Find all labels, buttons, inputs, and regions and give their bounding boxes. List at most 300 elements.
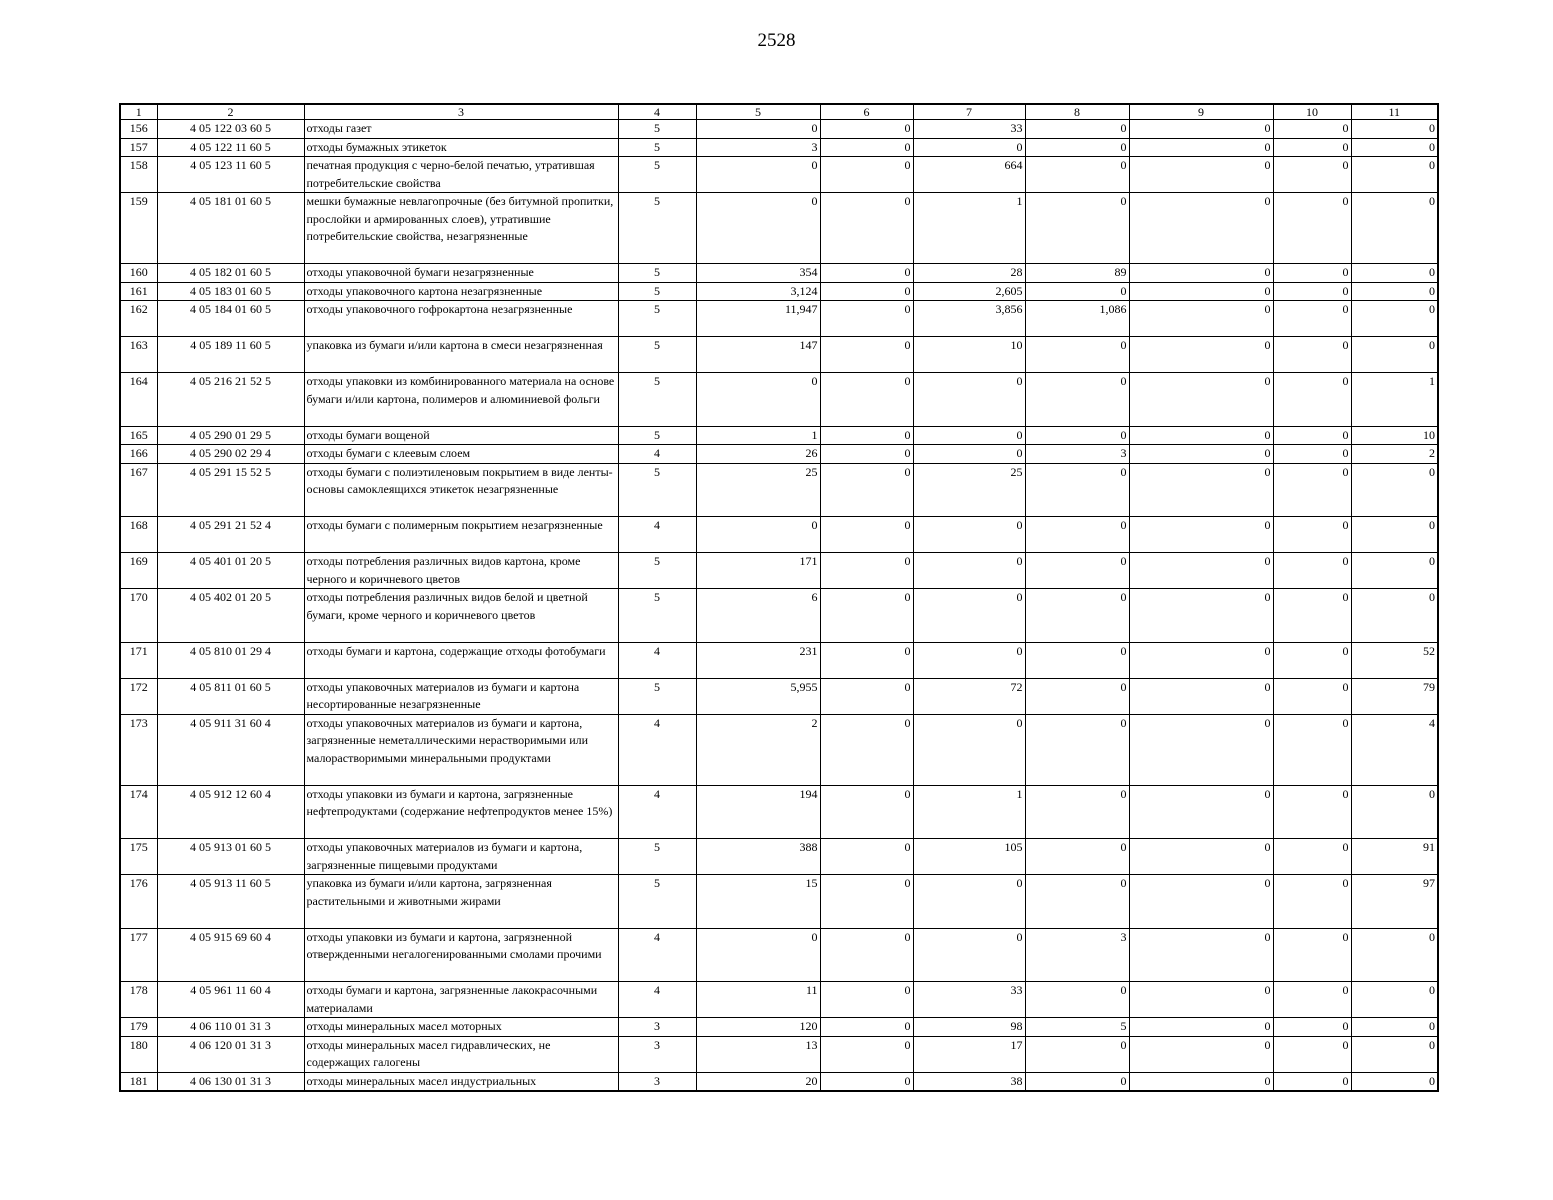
value-cell: 0	[1273, 1072, 1351, 1091]
value-cell: 1	[913, 785, 1025, 839]
waste-code-cell: 4 05 291 21 52 4	[157, 517, 304, 553]
row-number-cell: 172	[120, 678, 157, 714]
column-header: 1	[120, 104, 157, 120]
value-cell: 10	[1351, 426, 1438, 445]
value-cell: 0	[1129, 463, 1273, 517]
value-cell: 0	[820, 426, 913, 445]
value-cell: 0	[1273, 157, 1351, 193]
row-number-cell: 170	[120, 589, 157, 643]
value-cell: 0	[820, 337, 913, 373]
column-header: 4	[618, 104, 696, 120]
value-cell: 0	[1129, 445, 1273, 464]
table-row	[120, 1072, 1438, 1091]
value-cell: 354	[696, 264, 820, 283]
value-cell: 0	[820, 553, 913, 589]
value-cell: 0	[1129, 426, 1273, 445]
value-cell: 0	[1025, 553, 1129, 589]
table-header-row	[120, 104, 1438, 120]
value-cell: 0	[1129, 157, 1273, 193]
value-cell: 0	[1129, 120, 1273, 139]
table-row	[120, 553, 1438, 589]
value-cell: 5	[1025, 1018, 1129, 1037]
hazard-class-cell: 5	[618, 463, 696, 517]
row-number-cell: 176	[120, 875, 157, 929]
row-number-cell: 160	[120, 264, 157, 283]
value-cell: 0	[820, 642, 913, 678]
table-row	[120, 193, 1438, 264]
value-cell: 0	[1129, 517, 1273, 553]
waste-name-cell: отходы минеральных масел гидравлических, не содержащих галогены	[304, 1036, 618, 1072]
value-cell: 0	[820, 1036, 913, 1072]
value-cell: 0	[820, 839, 913, 875]
value-cell: 0	[1273, 426, 1351, 445]
value-cell: 0	[820, 678, 913, 714]
value-cell: 0	[820, 445, 913, 464]
waste-name-cell: отходы упаковочных материалов из бумаги и картона несортированные незагрязненные	[304, 678, 618, 714]
value-cell: 0	[1273, 839, 1351, 875]
value-cell: 0	[1129, 373, 1273, 427]
value-cell: 33	[913, 120, 1025, 139]
value-cell: 0	[696, 928, 820, 982]
table-row	[120, 282, 1438, 301]
row-number-cell: 164	[120, 373, 157, 427]
waste-code-cell: 4 06 120 01 31 3	[157, 1036, 304, 1072]
value-cell: 0	[1129, 928, 1273, 982]
value-cell: 0	[1351, 517, 1438, 553]
hazard-class-cell: 4	[618, 928, 696, 982]
value-cell: 0	[1273, 282, 1351, 301]
waste-code-cell: 4 05 913 11 60 5	[157, 875, 304, 929]
value-cell: 0	[1351, 264, 1438, 283]
value-cell: 0	[1025, 982, 1129, 1018]
value-cell: 0	[696, 517, 820, 553]
value-cell: 0	[1273, 463, 1351, 517]
value-cell: 0	[1273, 982, 1351, 1018]
value-cell: 194	[696, 785, 820, 839]
value-cell: 0	[1129, 982, 1273, 1018]
value-cell: 0	[1025, 517, 1129, 553]
waste-table	[119, 103, 1439, 1092]
hazard-class-cell: 3	[618, 1018, 696, 1037]
hazard-class-cell: 4	[618, 982, 696, 1018]
value-cell: 6	[696, 589, 820, 643]
value-cell: 0	[1351, 120, 1438, 139]
value-cell: 0	[1129, 264, 1273, 283]
column-header: 7	[913, 104, 1025, 120]
waste-name-cell: отходы упаковочных материалов из бумаги и картона, загрязненные пищевыми продуктами	[304, 839, 618, 875]
value-cell: 0	[1351, 282, 1438, 301]
value-cell: 0	[913, 445, 1025, 464]
row-number-cell: 157	[120, 138, 157, 157]
column-header: 5	[696, 104, 820, 120]
table-row	[120, 785, 1438, 839]
row-number-cell: 158	[120, 157, 157, 193]
waste-code-cell: 4 05 961 11 60 4	[157, 982, 304, 1018]
waste-code-cell: 4 05 216 21 52 5	[157, 373, 304, 427]
waste-code-cell: 4 05 189 11 60 5	[157, 337, 304, 373]
value-cell: 0	[1273, 928, 1351, 982]
table-row	[120, 264, 1438, 283]
hazard-class-cell: 3	[618, 1036, 696, 1072]
column-header: 11	[1351, 104, 1438, 120]
table-row	[120, 138, 1438, 157]
value-cell: 0	[1025, 337, 1129, 373]
table-row	[120, 982, 1438, 1018]
value-cell: 0	[1129, 337, 1273, 373]
table-row	[120, 120, 1438, 139]
row-number-cell: 167	[120, 463, 157, 517]
value-cell: 0	[1129, 678, 1273, 714]
value-cell: 171	[696, 553, 820, 589]
table-row	[120, 445, 1438, 464]
value-cell: 3	[1025, 445, 1129, 464]
table-row	[120, 678, 1438, 714]
waste-name-cell: отходы упаковки из бумаги и картона, загрязненной отвержденными негалогенированными смолами прочими	[304, 928, 618, 982]
hazard-class-cell: 4	[618, 785, 696, 839]
table-row	[120, 337, 1438, 373]
waste-code-cell: 4 06 130 01 31 3	[157, 1072, 304, 1091]
value-cell: 0	[1351, 785, 1438, 839]
value-cell: 147	[696, 337, 820, 373]
table-row	[120, 1036, 1438, 1072]
waste-name-cell: упаковка из бумаги и/или картона, загрязненная растительными и животными жирами	[304, 875, 618, 929]
value-cell: 0	[1025, 785, 1129, 839]
value-cell: 0	[913, 426, 1025, 445]
waste-name-cell: отходы упаковочной бумаги незагрязненные	[304, 264, 618, 283]
waste-name-cell: печатная продукция с черно-белой печатью, утратившая потребительские свойства	[304, 157, 618, 193]
value-cell: 0	[1025, 714, 1129, 785]
value-cell: 0	[1273, 714, 1351, 785]
value-cell: 0	[1273, 373, 1351, 427]
table-body	[120, 120, 1438, 1092]
waste-name-cell: отходы упаковочного картона незагрязненные	[304, 282, 618, 301]
row-number-cell: 181	[120, 1072, 157, 1091]
waste-code-cell: 4 05 811 01 60 5	[157, 678, 304, 714]
waste-code-cell: 4 05 915 69 60 4	[157, 928, 304, 982]
waste-code-cell: 4 05 912 12 60 4	[157, 785, 304, 839]
value-cell: 3,856	[913, 301, 1025, 337]
row-number-cell: 179	[120, 1018, 157, 1037]
value-cell: 0	[1273, 875, 1351, 929]
value-cell: 0	[1025, 373, 1129, 427]
value-cell: 0	[1025, 839, 1129, 875]
row-number-cell: 175	[120, 839, 157, 875]
value-cell: 20	[696, 1072, 820, 1091]
waste-name-cell: мешки бумажные невлагопрочные (без битумной пропитки, прослойки и армированных слоев), утратившие потребительские свойства, незагрязненные	[304, 193, 618, 264]
table-row	[120, 301, 1438, 337]
row-number-cell: 168	[120, 517, 157, 553]
value-cell: 3	[1025, 928, 1129, 982]
value-cell: 3	[696, 138, 820, 157]
value-cell: 0	[1025, 1072, 1129, 1091]
value-cell: 0	[1273, 138, 1351, 157]
value-cell: 0	[1351, 1036, 1438, 1072]
value-cell: 0	[913, 928, 1025, 982]
waste-code-cell: 4 05 913 01 60 5	[157, 839, 304, 875]
value-cell: 0	[820, 373, 913, 427]
value-cell: 0	[1025, 463, 1129, 517]
hazard-class-cell: 5	[618, 120, 696, 139]
value-cell: 0	[1025, 642, 1129, 678]
waste-name-cell: отходы газет	[304, 120, 618, 139]
value-cell: 0	[1129, 875, 1273, 929]
value-cell: 0	[1273, 553, 1351, 589]
row-number-cell: 180	[120, 1036, 157, 1072]
value-cell: 52	[1351, 642, 1438, 678]
value-cell: 0	[1351, 138, 1438, 157]
value-cell: 0	[1129, 301, 1273, 337]
value-cell: 0	[1129, 138, 1273, 157]
hazard-class-cell: 5	[618, 373, 696, 427]
hazard-class-cell: 4	[618, 714, 696, 785]
page-number: 2528	[757, 30, 796, 51]
value-cell: 97	[1351, 875, 1438, 929]
waste-name-cell: отходы упаковки из бумаги и картона, загрязненные нефтепродуктами (содержание нефтепродуктов менее 15%)	[304, 785, 618, 839]
hazard-class-cell: 5	[618, 138, 696, 157]
row-number-cell: 165	[120, 426, 157, 445]
waste-name-cell: упаковка из бумаги и/или картона в смеси незагрязненная	[304, 337, 618, 373]
value-cell: 0	[820, 785, 913, 839]
value-cell: 0	[820, 928, 913, 982]
value-cell: 0	[1273, 301, 1351, 337]
value-cell: 0	[820, 982, 913, 1018]
table-row	[120, 928, 1438, 982]
waste-name-cell: отходы бумаги и картона, загрязненные лакокрасочными материалами	[304, 982, 618, 1018]
value-cell: 0	[1273, 337, 1351, 373]
row-number-cell: 163	[120, 337, 157, 373]
table-row	[120, 642, 1438, 678]
value-cell: 0	[1025, 157, 1129, 193]
value-cell: 0	[1025, 193, 1129, 264]
value-cell: 11,947	[696, 301, 820, 337]
value-cell: 0	[1025, 678, 1129, 714]
value-cell: 0	[1273, 445, 1351, 464]
table-row	[120, 157, 1438, 193]
value-cell: 0	[820, 714, 913, 785]
waste-code-cell: 4 05 122 11 60 5	[157, 138, 304, 157]
value-cell: 0	[1129, 642, 1273, 678]
value-cell: 0	[1129, 193, 1273, 264]
value-cell: 0	[1129, 1036, 1273, 1072]
hazard-class-cell: 4	[618, 642, 696, 678]
table-row	[120, 463, 1438, 517]
table-row	[120, 589, 1438, 643]
hazard-class-cell: 5	[618, 193, 696, 264]
column-header: 10	[1273, 104, 1351, 120]
hazard-class-cell: 4	[618, 517, 696, 553]
waste-name-cell: отходы бумаги и картона, содержащие отходы фотобумаги	[304, 642, 618, 678]
waste-code-cell: 4 05 401 01 20 5	[157, 553, 304, 589]
value-cell: 0	[913, 642, 1025, 678]
row-number-cell: 162	[120, 301, 157, 337]
waste-code-cell: 4 05 402 01 20 5	[157, 589, 304, 643]
value-cell: 0	[1273, 642, 1351, 678]
value-cell: 0	[696, 373, 820, 427]
value-cell: 0	[913, 553, 1025, 589]
value-cell: 5,955	[696, 678, 820, 714]
waste-code-cell: 4 05 290 01 29 5	[157, 426, 304, 445]
value-cell: 79	[1351, 678, 1438, 714]
value-cell: 0	[1351, 928, 1438, 982]
hazard-class-cell: 5	[618, 553, 696, 589]
row-number-cell: 177	[120, 928, 157, 982]
value-cell: 0	[820, 157, 913, 193]
value-cell: 0	[1129, 1018, 1273, 1037]
waste-code-cell: 4 05 181 01 60 5	[157, 193, 304, 264]
value-cell: 0	[820, 264, 913, 283]
hazard-class-cell: 5	[618, 157, 696, 193]
value-cell: 105	[913, 839, 1025, 875]
value-cell: 13	[696, 1036, 820, 1072]
value-cell: 0	[913, 138, 1025, 157]
table-row	[120, 839, 1438, 875]
row-number-cell: 161	[120, 282, 157, 301]
value-cell: 15	[696, 875, 820, 929]
waste-name-cell: отходы бумаги вощеной	[304, 426, 618, 445]
value-cell: 33	[913, 982, 1025, 1018]
hazard-class-cell: 5	[618, 426, 696, 445]
value-cell: 0	[1129, 785, 1273, 839]
value-cell: 0	[1129, 839, 1273, 875]
waste-name-cell: отходы упаковочных материалов из бумаги и картона, загрязненные неметаллическими нерастворимыми или малорастворимыми минеральными продуктами	[304, 714, 618, 785]
value-cell: 0	[1351, 553, 1438, 589]
value-cell: 89	[1025, 264, 1129, 283]
value-cell: 0	[1273, 589, 1351, 643]
value-cell: 0	[1129, 589, 1273, 643]
waste-name-cell: отходы упаковочного гофрокартона незагрязненные	[304, 301, 618, 337]
value-cell: 0	[1351, 301, 1438, 337]
value-cell: 3,124	[696, 282, 820, 301]
waste-code-cell: 4 05 911 31 60 4	[157, 714, 304, 785]
table-row	[120, 1018, 1438, 1037]
waste-name-cell: отходы упаковки из комбинированного материала на основе бумаги и/или картона, полимеров и алюминиевой фольги	[304, 373, 618, 427]
row-number-cell: 173	[120, 714, 157, 785]
value-cell: 0	[820, 517, 913, 553]
row-number-cell: 156	[120, 120, 157, 139]
hazard-class-cell: 5	[618, 678, 696, 714]
value-cell: 664	[913, 157, 1025, 193]
value-cell: 231	[696, 642, 820, 678]
value-cell: 38	[913, 1072, 1025, 1091]
value-cell: 0	[1273, 193, 1351, 264]
row-number-cell: 159	[120, 193, 157, 264]
hazard-class-cell: 5	[618, 839, 696, 875]
row-number-cell: 174	[120, 785, 157, 839]
waste-code-cell: 4 05 810 01 29 4	[157, 642, 304, 678]
value-cell: 0	[820, 875, 913, 929]
value-cell: 0	[1273, 1018, 1351, 1037]
waste-code-cell: 4 05 184 01 60 5	[157, 301, 304, 337]
value-cell: 0	[1025, 1036, 1129, 1072]
value-cell: 2,605	[913, 282, 1025, 301]
waste-name-cell: отходы потребления различных видов картона, кроме черного и коричневого цветов	[304, 553, 618, 589]
waste-code-cell: 4 05 291 15 52 5	[157, 463, 304, 517]
hazard-class-cell: 5	[618, 337, 696, 373]
value-cell: 0	[913, 875, 1025, 929]
hazard-class-cell: 5	[618, 875, 696, 929]
value-cell: 0	[820, 1018, 913, 1037]
waste-code-cell: 4 05 182 01 60 5	[157, 264, 304, 283]
value-cell: 0	[820, 282, 913, 301]
row-number-cell: 166	[120, 445, 157, 464]
value-cell: 0	[1129, 282, 1273, 301]
waste-name-cell: отходы минеральных масел моторных	[304, 1018, 618, 1037]
waste-name-cell: отходы бумаги с полимерным покрытием незагрязненные	[304, 517, 618, 553]
value-cell: 0	[820, 120, 913, 139]
row-number-cell: 178	[120, 982, 157, 1018]
value-cell: 2	[696, 714, 820, 785]
value-cell: 0	[696, 157, 820, 193]
value-cell: 0	[1025, 282, 1129, 301]
value-cell: 0	[696, 193, 820, 264]
value-cell: 25	[696, 463, 820, 517]
value-cell: 0	[1129, 553, 1273, 589]
value-cell: 0	[1273, 264, 1351, 283]
waste-code-cell: 4 05 122 03 60 5	[157, 120, 304, 139]
value-cell: 0	[1351, 337, 1438, 373]
value-cell: 0	[1129, 714, 1273, 785]
value-cell: 1	[1351, 373, 1438, 427]
value-cell: 1	[913, 193, 1025, 264]
waste-code-cell: 4 06 110 01 31 3	[157, 1018, 304, 1037]
hazard-class-cell: 5	[618, 301, 696, 337]
value-cell: 1	[696, 426, 820, 445]
value-cell: 0	[1351, 589, 1438, 643]
table-row	[120, 714, 1438, 785]
hazard-class-cell: 5	[618, 589, 696, 643]
value-cell: 0	[1351, 463, 1438, 517]
value-cell: 0	[1025, 138, 1129, 157]
value-cell: 0	[1273, 517, 1351, 553]
hazard-class-cell: 3	[618, 1072, 696, 1091]
value-cell: 0	[1025, 589, 1129, 643]
value-cell: 120	[696, 1018, 820, 1037]
value-cell: 0	[1273, 120, 1351, 139]
value-cell: 0	[820, 589, 913, 643]
value-cell: 0	[820, 138, 913, 157]
row-number-cell: 169	[120, 553, 157, 589]
value-cell: 26	[696, 445, 820, 464]
value-cell: 0	[913, 517, 1025, 553]
waste-code-cell: 4 05 290 02 29 4	[157, 445, 304, 464]
value-cell: 98	[913, 1018, 1025, 1037]
waste-name-cell: отходы минеральных масел индустриальных	[304, 1072, 618, 1091]
value-cell: 0	[1273, 678, 1351, 714]
value-cell: 1,086	[1025, 301, 1129, 337]
value-cell: 10	[913, 337, 1025, 373]
column-header: 6	[820, 104, 913, 120]
column-header: 8	[1025, 104, 1129, 120]
value-cell: 0	[913, 589, 1025, 643]
value-cell: 72	[913, 678, 1025, 714]
table-row	[120, 373, 1438, 427]
value-cell: 0	[913, 714, 1025, 785]
column-header: 3	[304, 104, 618, 120]
value-cell: 0	[1351, 982, 1438, 1018]
value-cell: 4	[1351, 714, 1438, 785]
value-cell: 0	[913, 373, 1025, 427]
column-header: 2	[157, 104, 304, 120]
waste-code-cell: 4 05 183 01 60 5	[157, 282, 304, 301]
value-cell: 91	[1351, 839, 1438, 875]
value-cell: 0	[1351, 1018, 1438, 1037]
table-row	[120, 426, 1438, 445]
waste-code-cell: 4 05 123 11 60 5	[157, 157, 304, 193]
value-cell: 0	[820, 193, 913, 264]
value-cell: 25	[913, 463, 1025, 517]
waste-name-cell: отходы бумажных этикеток	[304, 138, 618, 157]
value-cell: 0	[820, 301, 913, 337]
